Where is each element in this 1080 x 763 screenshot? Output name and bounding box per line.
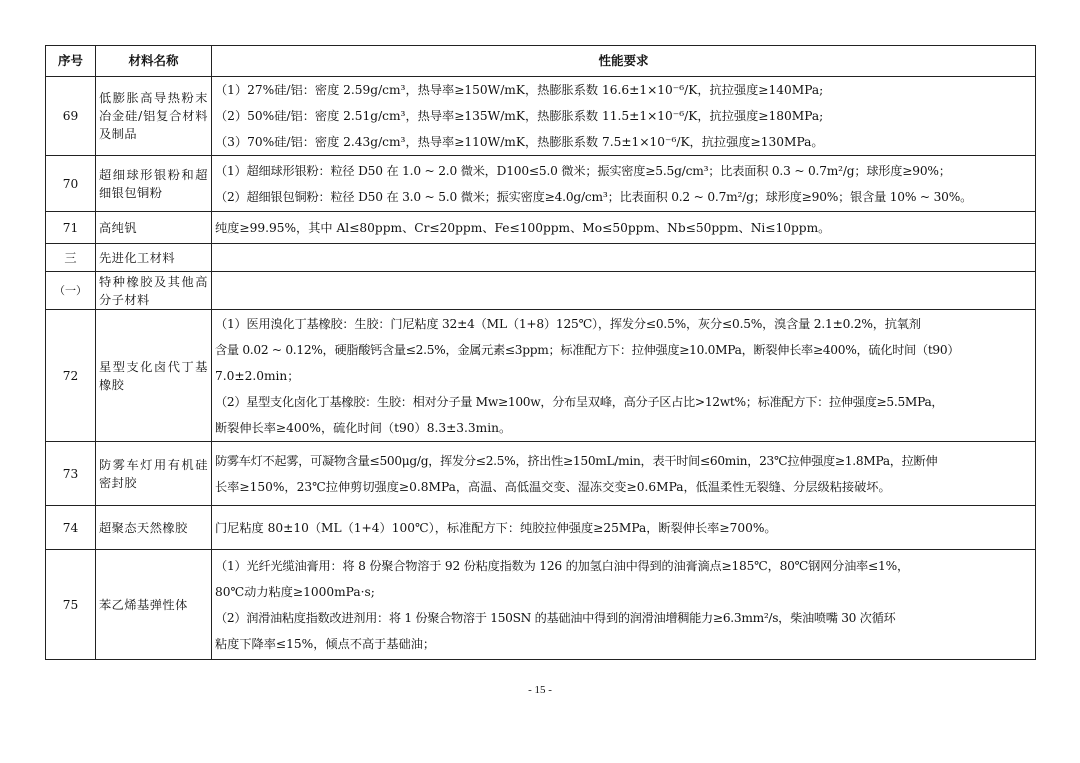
table-row bbox=[46, 442, 1036, 506]
requirements bbox=[212, 310, 1036, 442]
requirement-line: 断裂伸长率≥400%，硫化时间（t90）8.3±3.3min。 bbox=[215, 420, 512, 435]
section-row bbox=[46, 244, 1036, 272]
material-name: 超细球形银粉和超细银包铜粉 bbox=[96, 156, 212, 212]
table-row bbox=[46, 550, 1036, 660]
table-header-row bbox=[46, 46, 1036, 77]
requirements bbox=[212, 156, 1036, 212]
material-name: 低膨胀高导热粉末冶金硅/铝复合材料及制品 bbox=[96, 77, 212, 156]
material-name: 高纯钒 bbox=[96, 212, 212, 244]
requirement-line: （1）27%硅/铝：密度 2.59g/cm³，热导率≥150W/mK，热膨胀系数 16.6±1×10⁻⁶/K，抗拉强度≥140MPa; bbox=[215, 83, 824, 97]
row-number: 72 bbox=[46, 310, 96, 442]
requirements-empty bbox=[212, 244, 1036, 272]
page-number: - 15 - bbox=[528, 684, 552, 696]
requirements bbox=[212, 212, 1036, 244]
subsection-row bbox=[46, 272, 1036, 310]
requirement-line: （2）超细银包铜粉：粒径 D50 在 3.0 ~ 5.0 微米；振实密度≥4.0g/cm³；比表面积 0.2 ~ 0.7m²/g；球形度≥90%；银含量 10% ~ 30%。 bbox=[215, 189, 973, 204]
header-performance-requirements: 性能要求 bbox=[212, 46, 1036, 77]
section-title: 先进化工材料 bbox=[96, 244, 212, 272]
requirement-line: 含量 0.02 ~ 0.12%，硬脂酸钙含量≤2.5%，金属元素≤3ppm；标准配方下：拉伸强度≥10.0MPa，断裂伸长率≥400%，硫化时间（t90） bbox=[215, 342, 960, 357]
requirement-line: 长率≥150%，23℃拉伸剪切强度≥0.8MPa，高温、高低温交变、湿冻交变≥0.6MPa，低温柔性无裂缝、分层级粘接破坏。 bbox=[215, 479, 891, 494]
requirements bbox=[212, 77, 1036, 156]
row-number: 73 bbox=[46, 442, 96, 506]
table-row bbox=[46, 77, 1036, 156]
requirement-line: 门尼粘度 80±10（ML（1+4）100℃），标准配方下：纯胶拉伸强度≥25MPa，断裂伸长率≥700%。 bbox=[215, 520, 777, 535]
requirements-empty bbox=[212, 272, 1036, 310]
requirement-line: 7.0±2.0min； bbox=[215, 368, 300, 383]
row-number: 69 bbox=[46, 77, 96, 156]
header-material-name: 材料名称 bbox=[96, 46, 212, 77]
row-number: 70 bbox=[46, 156, 96, 212]
material-name: 苯乙烯基弹性体 bbox=[96, 550, 212, 660]
requirement-line: （2）星型支化卤化丁基橡胶：生胶：相对分子量 Mw≥100w，分布呈双峰，高分子区占比>12wt%；标准配方下：拉伸强度≥5.5MPa， bbox=[215, 394, 944, 409]
requirement-line: （1）超细球形银粉：粒径 D50 在 1.0 ~ 2.0 微米，D100≤5.0 微米；振实密度≥5.5g/cm³；比表面积 0.3 ~ 0.7m²/g；球形度≥90%； bbox=[215, 163, 951, 178]
subsection-title: 特种橡胶及其他高分子材料 bbox=[96, 272, 212, 310]
header-serial-number: 序号 bbox=[46, 46, 96, 77]
table-row bbox=[46, 506, 1036, 550]
table-row bbox=[46, 212, 1036, 244]
row-number: 74 bbox=[46, 506, 96, 550]
material-spec-table bbox=[45, 45, 1036, 660]
requirement-line: （2）润滑油粘度指数改进剂用：将 1 份聚合物溶于 150SN 的基础油中得到的润滑油增稠能力≥6.3mm²/s，柴油喷嘴 30 次循环 bbox=[215, 610, 896, 625]
requirement-line: （2）50%硅/铝：密度 2.51g/cm³，热导率≥135W/mK，热膨胀系数 11.5±1×10⁻⁶/K，抗拉强度≥180MPa; bbox=[215, 109, 824, 123]
requirement-line: （3）70%硅/铝：密度 2.43g/cm³，热导率≥110W/mK，热膨胀系数 7.5±1×10⁻⁶/K，抗拉强度≥130MPa。 bbox=[215, 135, 824, 149]
material-name: 防雾车灯用有机硅密封胶 bbox=[96, 442, 212, 506]
row-number: 71 bbox=[46, 212, 96, 244]
requirements bbox=[212, 442, 1036, 506]
table-row bbox=[46, 310, 1036, 442]
requirement-line: 粘度下降率≤15%，倾点不高于基础油； bbox=[215, 636, 436, 651]
requirements bbox=[212, 506, 1036, 550]
table-row bbox=[46, 156, 1036, 212]
requirement-line: （1）医用溴化丁基橡胶：生胶：门尼粘度 32±4（ML（1+8）125℃），挥发分≤0.5%，灰分≤0.5%，溴含量 2.1±0.2%，抗氧剂 bbox=[215, 316, 921, 331]
material-name: 星型支化卤代丁基橡胶 bbox=[96, 310, 212, 442]
subsection-number: （一） bbox=[46, 272, 96, 310]
requirements bbox=[212, 550, 1036, 660]
requirement-line: （1）光纤光缆油膏用：将 8 份聚合物溶于 92 份粘度指数为 126 的加氢白油中得到的油膏滴点≥185℃，80℃钢网分油率≤1%， bbox=[215, 558, 909, 573]
requirement-line: 纯度≥99.95%，其中 Al≤80ppm、Cr≤20ppm、Fe≤100ppm、Mo≤50ppm、Nb≤50ppm、Ni≤10ppm。 bbox=[215, 220, 831, 235]
requirement-line: 80℃动力粘度≥1000mPa·s; bbox=[215, 584, 375, 599]
section-number: 三 bbox=[46, 244, 96, 272]
requirement-line: 防雾车灯不起雾，可凝物含量≤500μg/g，挥发分≤2.5%，挤出性≥150mL/min，表干时间≤60min，23℃拉伸强度≥1.8MPa，拉断伸 bbox=[215, 453, 938, 468]
material-name: 超聚态天然橡胶 bbox=[96, 506, 212, 550]
row-number: 75 bbox=[46, 550, 96, 660]
